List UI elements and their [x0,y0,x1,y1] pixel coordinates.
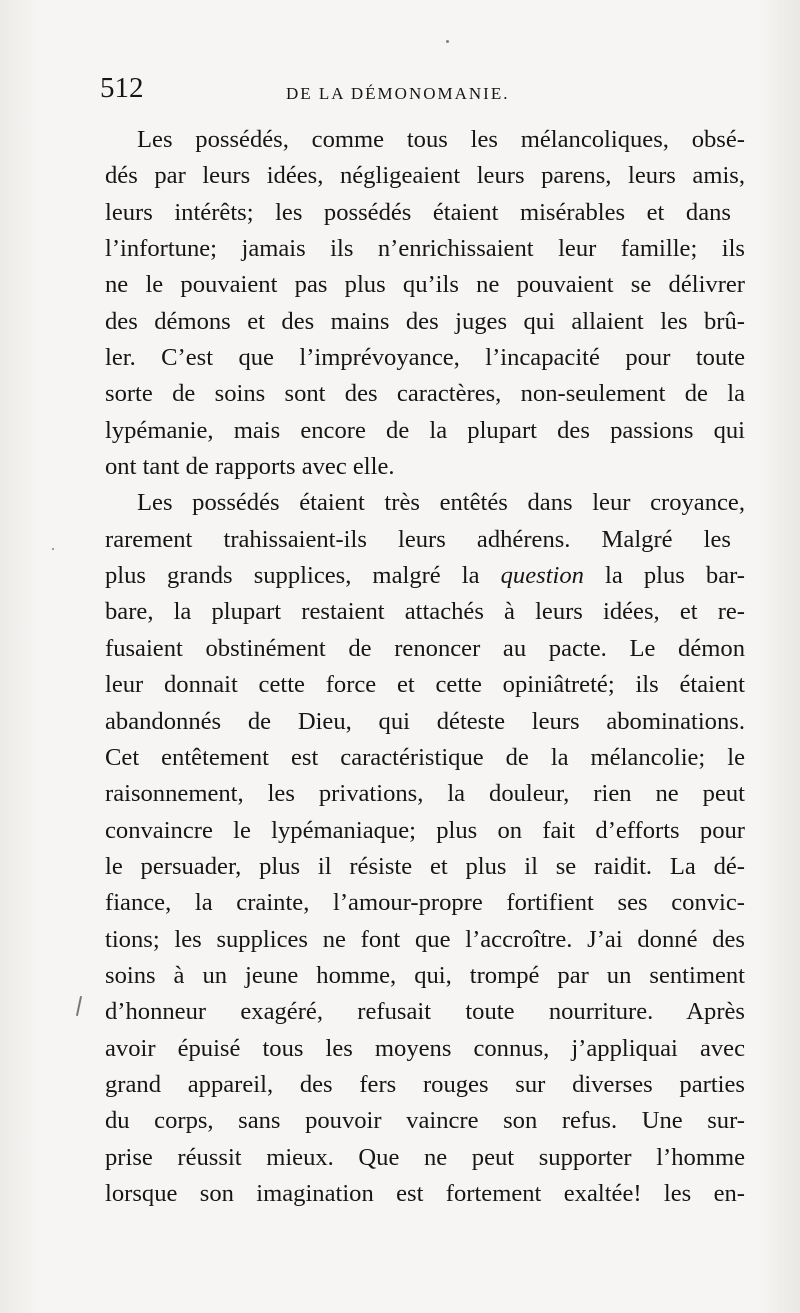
page-header [100,72,660,112]
text-segment: plus grands supplices, malgré la [105,562,501,590]
text-line: le persuader, plus il résiste et plus il se raidit. La dé- [105,852,745,880]
text-line: abandonnés de Dieu, qui déteste leurs abominations. [105,707,745,735]
paragraph [105,122,745,485]
paper-speck [52,548,54,550]
text-line: Les possédés étaient très entêtés dans leur croyance, [137,489,745,517]
text-line: fusaient obstinément de renoncer au pacte. Le démon [105,634,745,662]
text-line: dés par leurs idées, négligeaient leurs parens, leurs amis, [105,162,745,190]
text-line: fiance, la crainte, l’amour-propre fortifient ses convic- [105,889,745,917]
text-line: du corps, sans pouvoir vaincre son refus. Une sur- [105,1107,745,1135]
paragraph [105,485,745,1212]
text-line: d’honneur exagéré, refusait toute nourriture. Après [105,998,745,1026]
text-line: tions; les supplices ne font que l’accroître. J’ai donné des [105,925,745,953]
text-line: leur donnait cette force et cette opiniâtreté; ils étaient [105,671,745,699]
text-line: ne le pouvaient pas plus qu’ils ne pouvaient se délivrer [105,271,745,299]
body-text [105,122,745,1212]
text-line: Les possédés, comme tous les mélancoliques, obsé- [137,126,745,153]
text-line: ler. C’est que l’imprévoyance, l’incapacité pour toute [105,344,745,372]
text-line: lypémanie, mais encore de la plupart des passions qui [105,416,745,444]
margin-mark [76,996,82,1016]
paper-speck [446,40,449,43]
text-line: lorsque son imagination est fortement exaltée! les en- [105,1179,745,1207]
italic-term: question [500,562,584,590]
text-line: convaincre le lypémaniaque; plus on fait d’efforts pour [105,816,745,844]
text-line: leurs intérêts; les possédés étaient misérables et dans [105,198,731,226]
page-number: 512 [100,72,144,104]
text-line: bare, la plupart restaient attachés à leurs idées, et re- [105,598,745,626]
text-line: grand appareil, des fers rouges sur diverses parties [105,1070,745,1098]
text-segment: la plus bar- [583,562,745,590]
text-line [105,558,745,594]
text-line: l’infortune; jamais ils n’enrichissaient leur famille; ils [105,235,745,263]
text-line: sorte de soins sont des caractères, non-seulement de la [105,380,745,408]
text-line: ont tant de rapports avec elle. [105,453,395,481]
running-head: DE LA DÉMONOMANIE. [286,84,510,103]
text-line: prise réussit mieux. Que ne peut supporter l’homme [105,1143,745,1171]
text-line: soins à un jeune homme, qui, trompé par un sentiment [105,961,745,989]
text-line: avoir épuisé tous les moyens connus, j’appliquai avec [105,1034,745,1062]
text-line: Cet entêtement est caractéristique de la mélancolie; le [105,743,745,771]
text-line: des démons et des mains des juges qui allaient les brû- [105,307,745,335]
text-line: rarement trahissaient-ils leurs adhérens. Malgré les [105,525,731,553]
text-line: raisonnement, les privations, la douleur, rien ne peut [105,780,745,808]
